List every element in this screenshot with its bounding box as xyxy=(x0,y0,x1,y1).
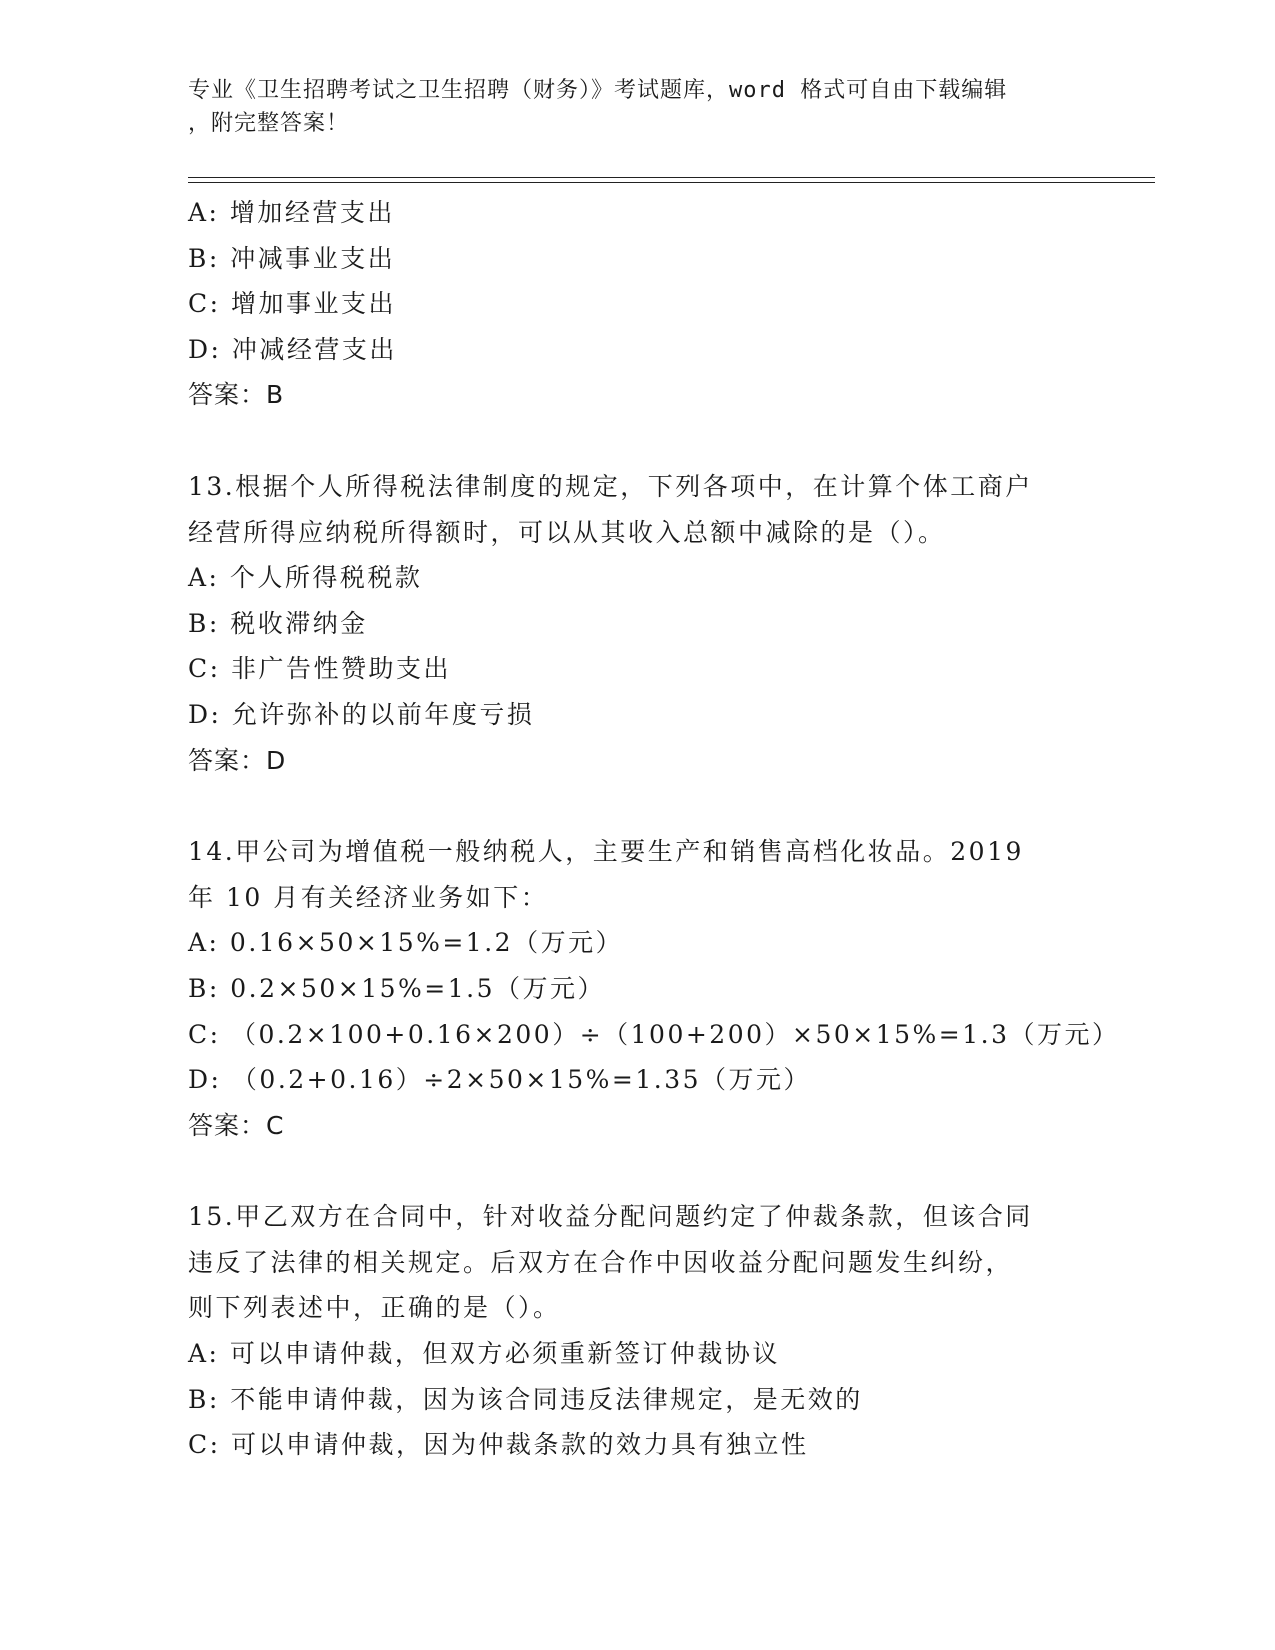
header-line-1: 专业《卫生招聘考试之卫生招聘（财务）》考试题库，word 格式可自由下载编辑 xyxy=(188,78,1008,103)
option-b: B: 冲减事业支出 xyxy=(188,243,396,273)
option-a: A: 个人所得税税款 xyxy=(188,563,423,593)
option-a: A: 增加经营支出 xyxy=(188,198,395,227)
option-a: A: 0.16×50×15%=1.2（万元） xyxy=(188,928,624,958)
answer-line: 答案：D xyxy=(188,745,287,775)
option-c: C: 非广告性赞助支出 xyxy=(188,654,451,684)
option-d: D: 允许弥补的以前年度亏损 xyxy=(188,699,535,729)
question-stem-line-2: 年 10 月有关经济业务如下： xyxy=(188,882,549,912)
option-c: C: （0.2×100+0.16×200）÷（100+200）×50×15%=1.3（万元） xyxy=(188,1019,1120,1049)
option-c: C: 可以申请仲裁，因为仲裁条款的效力具有独立性 xyxy=(188,1430,809,1460)
question-stem-line-2: 违反了法律的相关规定。后双方在合作中因收益分配问题发生纠纷， xyxy=(188,1247,1014,1277)
option-d: D: 冲减经营支出 xyxy=(188,334,397,364)
question-spacer xyxy=(188,1148,1088,1194)
option-c: C: 增加事业支出 xyxy=(188,289,396,319)
question-content xyxy=(188,190,1120,1468)
answer-line: 答案：B xyxy=(188,380,285,410)
question-stem-line-1: 15.甲乙双方在合同中，针对收益分配问题约定了仲裁条款，但该合同 xyxy=(188,1202,1033,1232)
question-13 xyxy=(188,464,1088,783)
header-divider-bottom xyxy=(188,182,1155,183)
question-15 xyxy=(188,1194,1088,1468)
question-spacer xyxy=(188,783,1088,829)
question-14 xyxy=(188,829,1120,1148)
option-d: D: （0.2+0.16）÷2×50×15%=1.35（万元） xyxy=(188,1065,812,1095)
option-b: B: 税收滞纳金 xyxy=(188,608,368,638)
question-stem-line-3: 则下列表述中，正确的是（）。 xyxy=(188,1293,561,1323)
answer-line: 答案：C xyxy=(188,1110,285,1140)
question-12 xyxy=(188,190,1088,418)
question-spacer xyxy=(188,418,1088,464)
question-stem-line-2: 经营所得应纳税所得额时，可以从其收入总额中减除的是（）。 xyxy=(188,517,946,547)
question-stem-line-1: 14.甲公司为增值税一般纳税人，主要生产和销售高档化妆品。2019 xyxy=(188,837,1024,867)
option-a: A: 可以申请仲裁，但双方必须重新签订仲裁协议 xyxy=(188,1339,780,1369)
header-divider-top xyxy=(188,177,1155,178)
option-b: B: 0.2×50×15%=1.5（万元） xyxy=(188,973,605,1003)
document-header xyxy=(188,74,1088,140)
option-b: B: 不能申请仲裁，因为该合同违反法律规定，是无效的 xyxy=(188,1384,863,1414)
header-line-2: ，附完整答案！ xyxy=(188,111,350,136)
question-stem-line-1: 13.根据个人所得税法律制度的规定，下列各项中，在计算个体工商户 xyxy=(188,471,1033,501)
